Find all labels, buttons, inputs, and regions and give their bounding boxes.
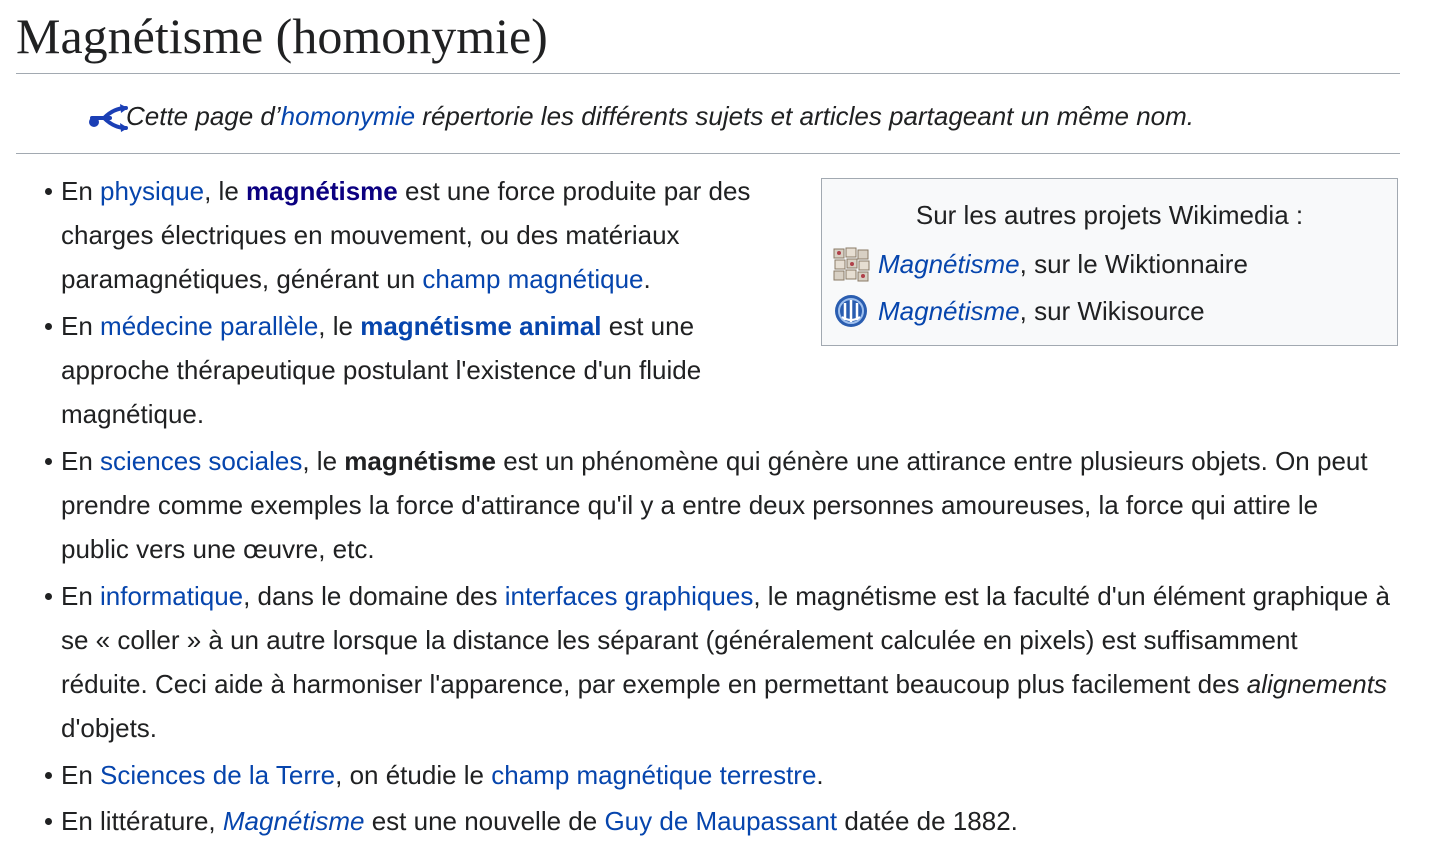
link-champ-magnetique[interactable]: champ magnétique [422, 264, 644, 294]
homonymie-banner [16, 77, 1400, 154]
bold-term: magnétisme [344, 446, 496, 476]
bold-term: magnétisme [246, 176, 398, 206]
list-item: En littérature, Magnétisme est une nouvelle de Guy de Maupassant datée de 1882. [61, 799, 1391, 843]
homonymie-link[interactable]: homonymie [280, 101, 416, 131]
link-informatique[interactable]: informatique [100, 581, 244, 611]
link-guy-de-maupassant[interactable]: Guy de Maupassant [604, 806, 838, 836]
sister-projects-box [821, 178, 1398, 346]
list-item: En informatique, dans le domaine des interfaces graphiques, le magnétisme est la faculté d'un élément graphique à se « coller » à un autre lorsque la distance les séparant (généralement calculée en pixels) est suffisamment réduite. Ceci aide à harmoniser l'apparence, par exemple en permettant beaucoup plus facilement des alignements d'objets. [61, 574, 1391, 750]
list-item: En physique, le magnétisme est une force produite par des charges électriques en mouvement, ou des matériaux paramagnétiques, générant un champ magnétique. [61, 169, 791, 301]
link-interfaces-graphiques[interactable]: interfaces graphiques [504, 581, 754, 611]
homonymie-notice: Cette page d’homonymie répertorie les différents sujets et articles partageant un même nom. [126, 101, 1195, 131]
link-sciences-sociales[interactable]: sciences sociales [100, 446, 303, 476]
wiktionary-row: Magnétisme , sur le Wiktionnaire [832, 244, 1248, 284]
link-sciences-de-la-terre[interactable]: Sciences de la Terre [100, 760, 336, 790]
page-title: Magnétisme (homonymie) [16, 4, 1400, 74]
link-champ-magnetique-terrestre[interactable]: champ magnétique terrestre [491, 760, 817, 790]
wiktionary-link[interactable]: Magnétisme [878, 248, 1020, 279]
italic-term: alignements [1246, 669, 1387, 699]
list-item: En médecine parallèle, le magnétisme animal est une approche thérapeutique postulant l'existence d'un fluide magnétique. [61, 304, 791, 436]
link-physique[interactable]: physique [100, 176, 205, 206]
disambiguation-icon [86, 104, 130, 132]
wikisource-icon [832, 293, 870, 329]
link-magnetisme-animal[interactable]: magnétisme animal [360, 311, 602, 341]
wikisource-row: Magnétisme , sur Wikisource [832, 291, 1205, 331]
list-item: En Sciences de la Terre, on étudie le champ magnétique terrestre. [61, 753, 1391, 797]
list-item: En sciences sociales, le magnétisme est un phénomène qui génère une attirance entre plusieurs objets. On peut prendre comme exemples la force d'attirance qu'il y a entre deux personnes amoureuses, la force qui attire le public vers une œuvre, etc. [61, 439, 1391, 571]
link-magnetisme-nouvelle[interactable]: Magnétisme [222, 806, 365, 836]
sister-projects-title: Sur les autres projets Wikimedia : [915, 200, 1304, 230]
wikisource-link[interactable]: Magnétisme [878, 295, 1020, 326]
wiktionary-icon [832, 246, 870, 282]
link-medecine-parallele[interactable]: médecine parallèle [100, 311, 319, 341]
